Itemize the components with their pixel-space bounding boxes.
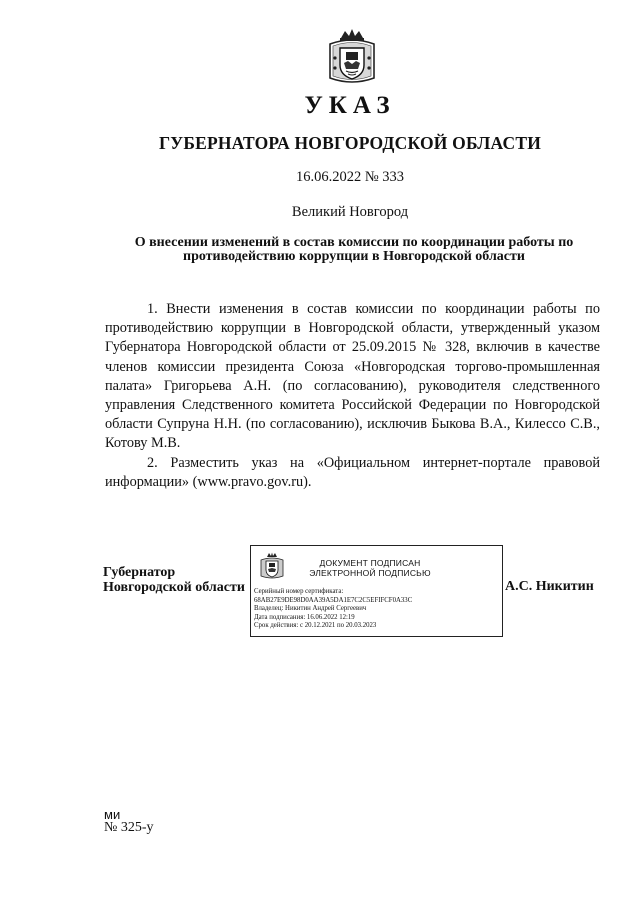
stamp-serial-value: 68AB27E9DE98D0AA39A5DA1E7C2C5EFIFCF0A33C	[254, 596, 413, 604]
executor-initials: ми	[104, 807, 121, 822]
stamp-heading-line-2: ЭЛЕКТРОННОЙ ПОДПИСЬЮ	[309, 568, 431, 578]
registration-number: № 325-у	[104, 820, 154, 835]
issuer-title: ГУБЕРНАТОРА НОВГОРОДСКОЙ ОБЛАСТИ	[158, 133, 542, 153]
stamp-signed-date: Дата подписания: 16.06.2022 12:19	[254, 613, 355, 621]
stamp-heading	[295, 558, 445, 578]
stamp-details	[254, 588, 412, 631]
body-paragraph-1: 1. Внести изменения в состав комиссии по координации работы по противодействию коррупции в Новгородской области, утвержденный указом Губернатора Новгородской области от 25.09.2015 № 328, включив в качестве членов комиссии президента Союза «Новгородская торгово-промышленная палата» Григорьева А.Н. (по согласованию), руководителя следственного управления Следственного комитета Российской Федерации по Новгородской области Супруна Н.Н. (по согласованию), исключив Быкова В.А., Килессо С.В., Котову М.В.	[105, 301, 600, 452]
body-paragraph-2: 2. Разместить указ на «Официальном интернет-портале правовой информации» (www.pravo.gov.ru).	[105, 454, 600, 490]
stamp-owner: Владелец: Никитин Андрей Сергеевич	[254, 605, 367, 613]
signatory-position	[103, 565, 245, 595]
document-type-title: УКАЗ	[304, 92, 396, 119]
stamp-serial-label: Серийный номер сертификата:	[254, 588, 344, 595]
city-name: Великий Новгород	[291, 204, 409, 220]
stamp-heading-line-1: ДОКУМЕНТ ПОДПИСАН	[319, 558, 421, 568]
document-subject: О внесении изменений в состав комиссии по координации работы по противодействию коррупции в Новгородской области	[134, 235, 574, 264]
electronic-signature-stamp	[250, 545, 503, 637]
document-body	[105, 300, 600, 492]
signatory-position-line-1: Губернатор	[103, 565, 176, 580]
signatory-name: А.С. Никитин	[505, 579, 594, 594]
coat-of-arms-icon	[327, 28, 377, 86]
stamp-coat-of-arms-icon	[259, 552, 285, 580]
signatory-position-line-2: Новгородской области	[103, 580, 245, 595]
stamp-validity: Срок действия: с 20.12.2021 по 20.03.2023	[254, 622, 377, 630]
date-and-number: 16.06.2022 № 333	[295, 169, 405, 185]
